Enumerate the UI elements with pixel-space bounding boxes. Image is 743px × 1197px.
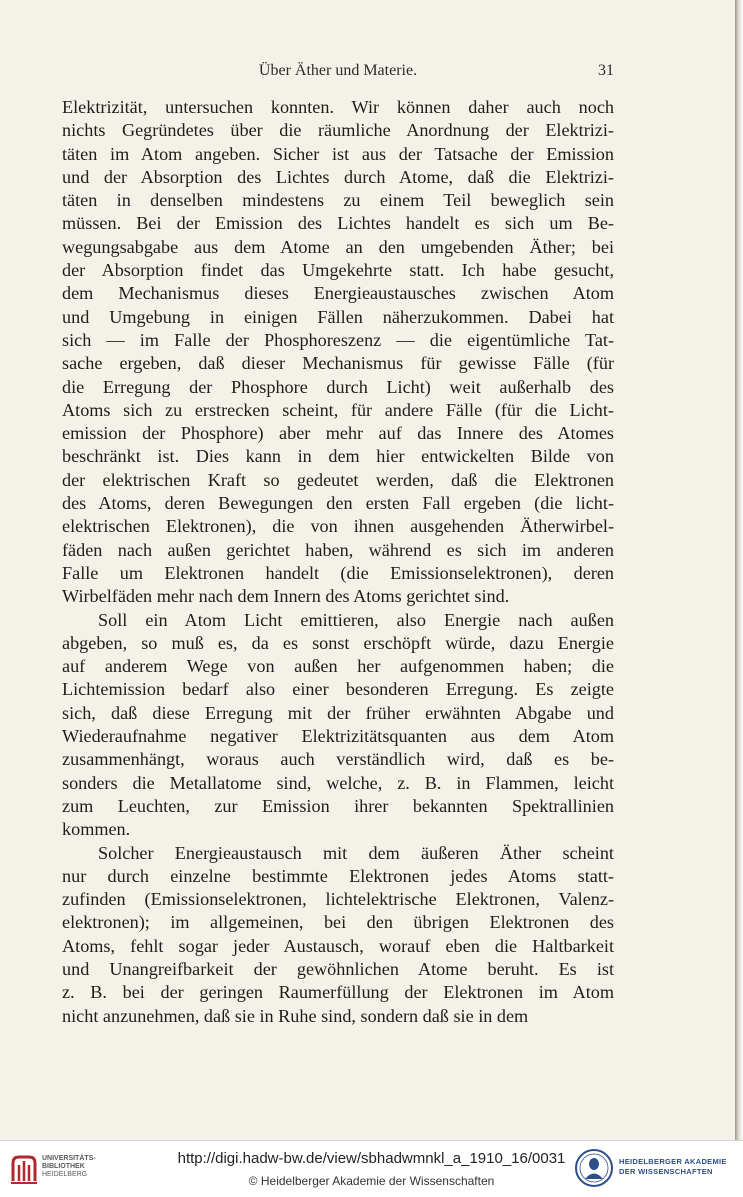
academy-name-line-2: DER WISSENSCHAFTEN [619,1167,713,1176]
text-line: zufinden (Emissionselektronen, lichtelektrische Elektronen, Valenz- [62,889,614,910]
library-name-line-3: HEIDELBERG [42,1171,88,1178]
text-line: nur durch einzelne bestimmte Elektronen jedes Atoms statt- [62,865,614,886]
text-line: kommen. [62,819,131,840]
text-line: zum Leuchten, zur Emission ihrer bekannten Spektrallinien [62,795,614,816]
text-line: z. B. bei der geringen Raumerfüllung der Elektronen im Atom [62,982,614,1003]
text-line: elektronen); im allgemeinen, bei den übrigen Elektronen des [62,912,614,933]
text-line: beschränkt ist. Dies kann in dem hier entwickelten Bilde von [62,446,614,467]
text-line: abgeben, so muß es, da es sonst erschöpft würde, dazu Energie [62,632,614,653]
text-line: dem Mechanismus dieses Energieaustausches zwischen Atom [62,283,614,304]
text-line: täten in denselben mindestens zu einem Teil beweglich sein [62,190,614,211]
text-line: Solcher Energieaustausch mit dem äußeren Äther scheint [98,842,614,863]
text-line: emission der Phosphore) aber mehr auf das Innere des Atomes [62,423,614,444]
viewer-footer [0,1140,743,1197]
academy-name [619,1157,727,1177]
text-line: täten im Atom angeben. Sicher ist aus der Tatsache der Emission [62,143,614,164]
text-line: der elektrischen Kraft so gedeutet werden, daß die Elektronen [62,469,614,490]
text-line: Falle um Elektronen handelt (die Emissionselektronen), deren [62,562,614,583]
page-number: 31 [598,62,614,79]
text-line: und Umgebung in einigen Fällen näherzukommen. Dabei hat [62,306,614,327]
text-line: die Erregung der Phosphore durch Licht) weit außerhalb des [62,376,614,397]
text-line: und der Absorption des Lichtes durch Atome, daß die Elektrizi- [62,166,614,187]
running-title: Über Äther und Materie. [258,62,418,79]
text-line: wegungsabgabe aus dem Atome an den umgebenden Äther; bei [62,236,614,257]
academy-seal-icon [574,1148,614,1188]
page-edge [735,0,743,1140]
text-line: sich — im Falle der Phosphoreszenz — die eigentümliche Tat- [62,329,614,350]
text-line: Soll ein Atom Licht emittieren, also Energie nach außen [98,609,614,630]
copyright-notice: © Heidelberger Akademie der Wissenschaften [248,1174,495,1188]
library-name-line-2: BIBLIOTHEK [42,1163,85,1170]
text-line: Atoms, fehlt sogar jeder Austausch, worauf eben die Haltbarkeit [62,935,614,956]
text-line: Elektrizität, untersuchen konnten. Wir können daher auch noch [62,97,614,117]
text-line: Lichtemission bedarf also einer besonderen Erregung. Es zeigte [62,679,614,700]
library-name-line-1: UNIVERSITÄTS- [42,1155,96,1162]
text-line: Wirbelfäden mehr nach dem Innern des Atoms gerichtet sind. [62,586,510,607]
text-line: elektrischen Elektronen), die von ihnen ausgehenden Ätherwirbel- [62,516,614,537]
text-line: zusammenhängt, woraus auch verständlich wird, daß es be- [62,749,614,770]
text-line: Atoms sich zu erstrecken scheint, für andere Fälle (für die Licht- [62,399,614,420]
text-line: müssen. Bei der Emission des Lichtes handelt es sich um Be- [62,213,614,234]
text-line: nichts Gegründetes über die räumliche Anordnung der Elektrizi- [62,120,614,141]
running-head [62,62,614,86]
text-line: sonders die Metallatome sind, welche, z. B. in Flammen, leicht [62,772,614,793]
text-line: Wiederaufnahme negativer Elektrizitätsquanten aus dem Atom [62,726,614,747]
text-line: sich, daß diese Erregung mit der früher erwähnten Abgabe und [62,702,614,723]
text-line: des Atoms, deren Bewegungen den ersten Fall ergeben (die licht- [62,493,614,514]
body-text [62,96,614,1028]
text-line: und Unangreifbarkeit der gewöhnlichen Atome beruht. Es ist [62,958,614,979]
text-line: der Absorption findet das Umgekehrte statt. Ich habe gesucht, [62,260,614,281]
academy-name-line-1: HEIDELBERGER AKADEMIE [619,1157,727,1166]
text-line: nicht anzunehmen, daß sie in Ruhe sind, sondern daß sie in dem [62,1005,529,1026]
text-line: sache ergeben, daß dieser Mechanismus für gewisse Fälle (für [62,353,614,374]
document-url-link[interactable]: http://digi.hadw-bw.de/view/sbhadwmnkl_a_1910_16/0031 [177,1150,566,1167]
text-line: auf anderem Wege von außen her aufgenommen haben; die [62,656,614,677]
text-line: fäden nach außen gerichtet haben, während es sich im anderen [62,539,614,560]
